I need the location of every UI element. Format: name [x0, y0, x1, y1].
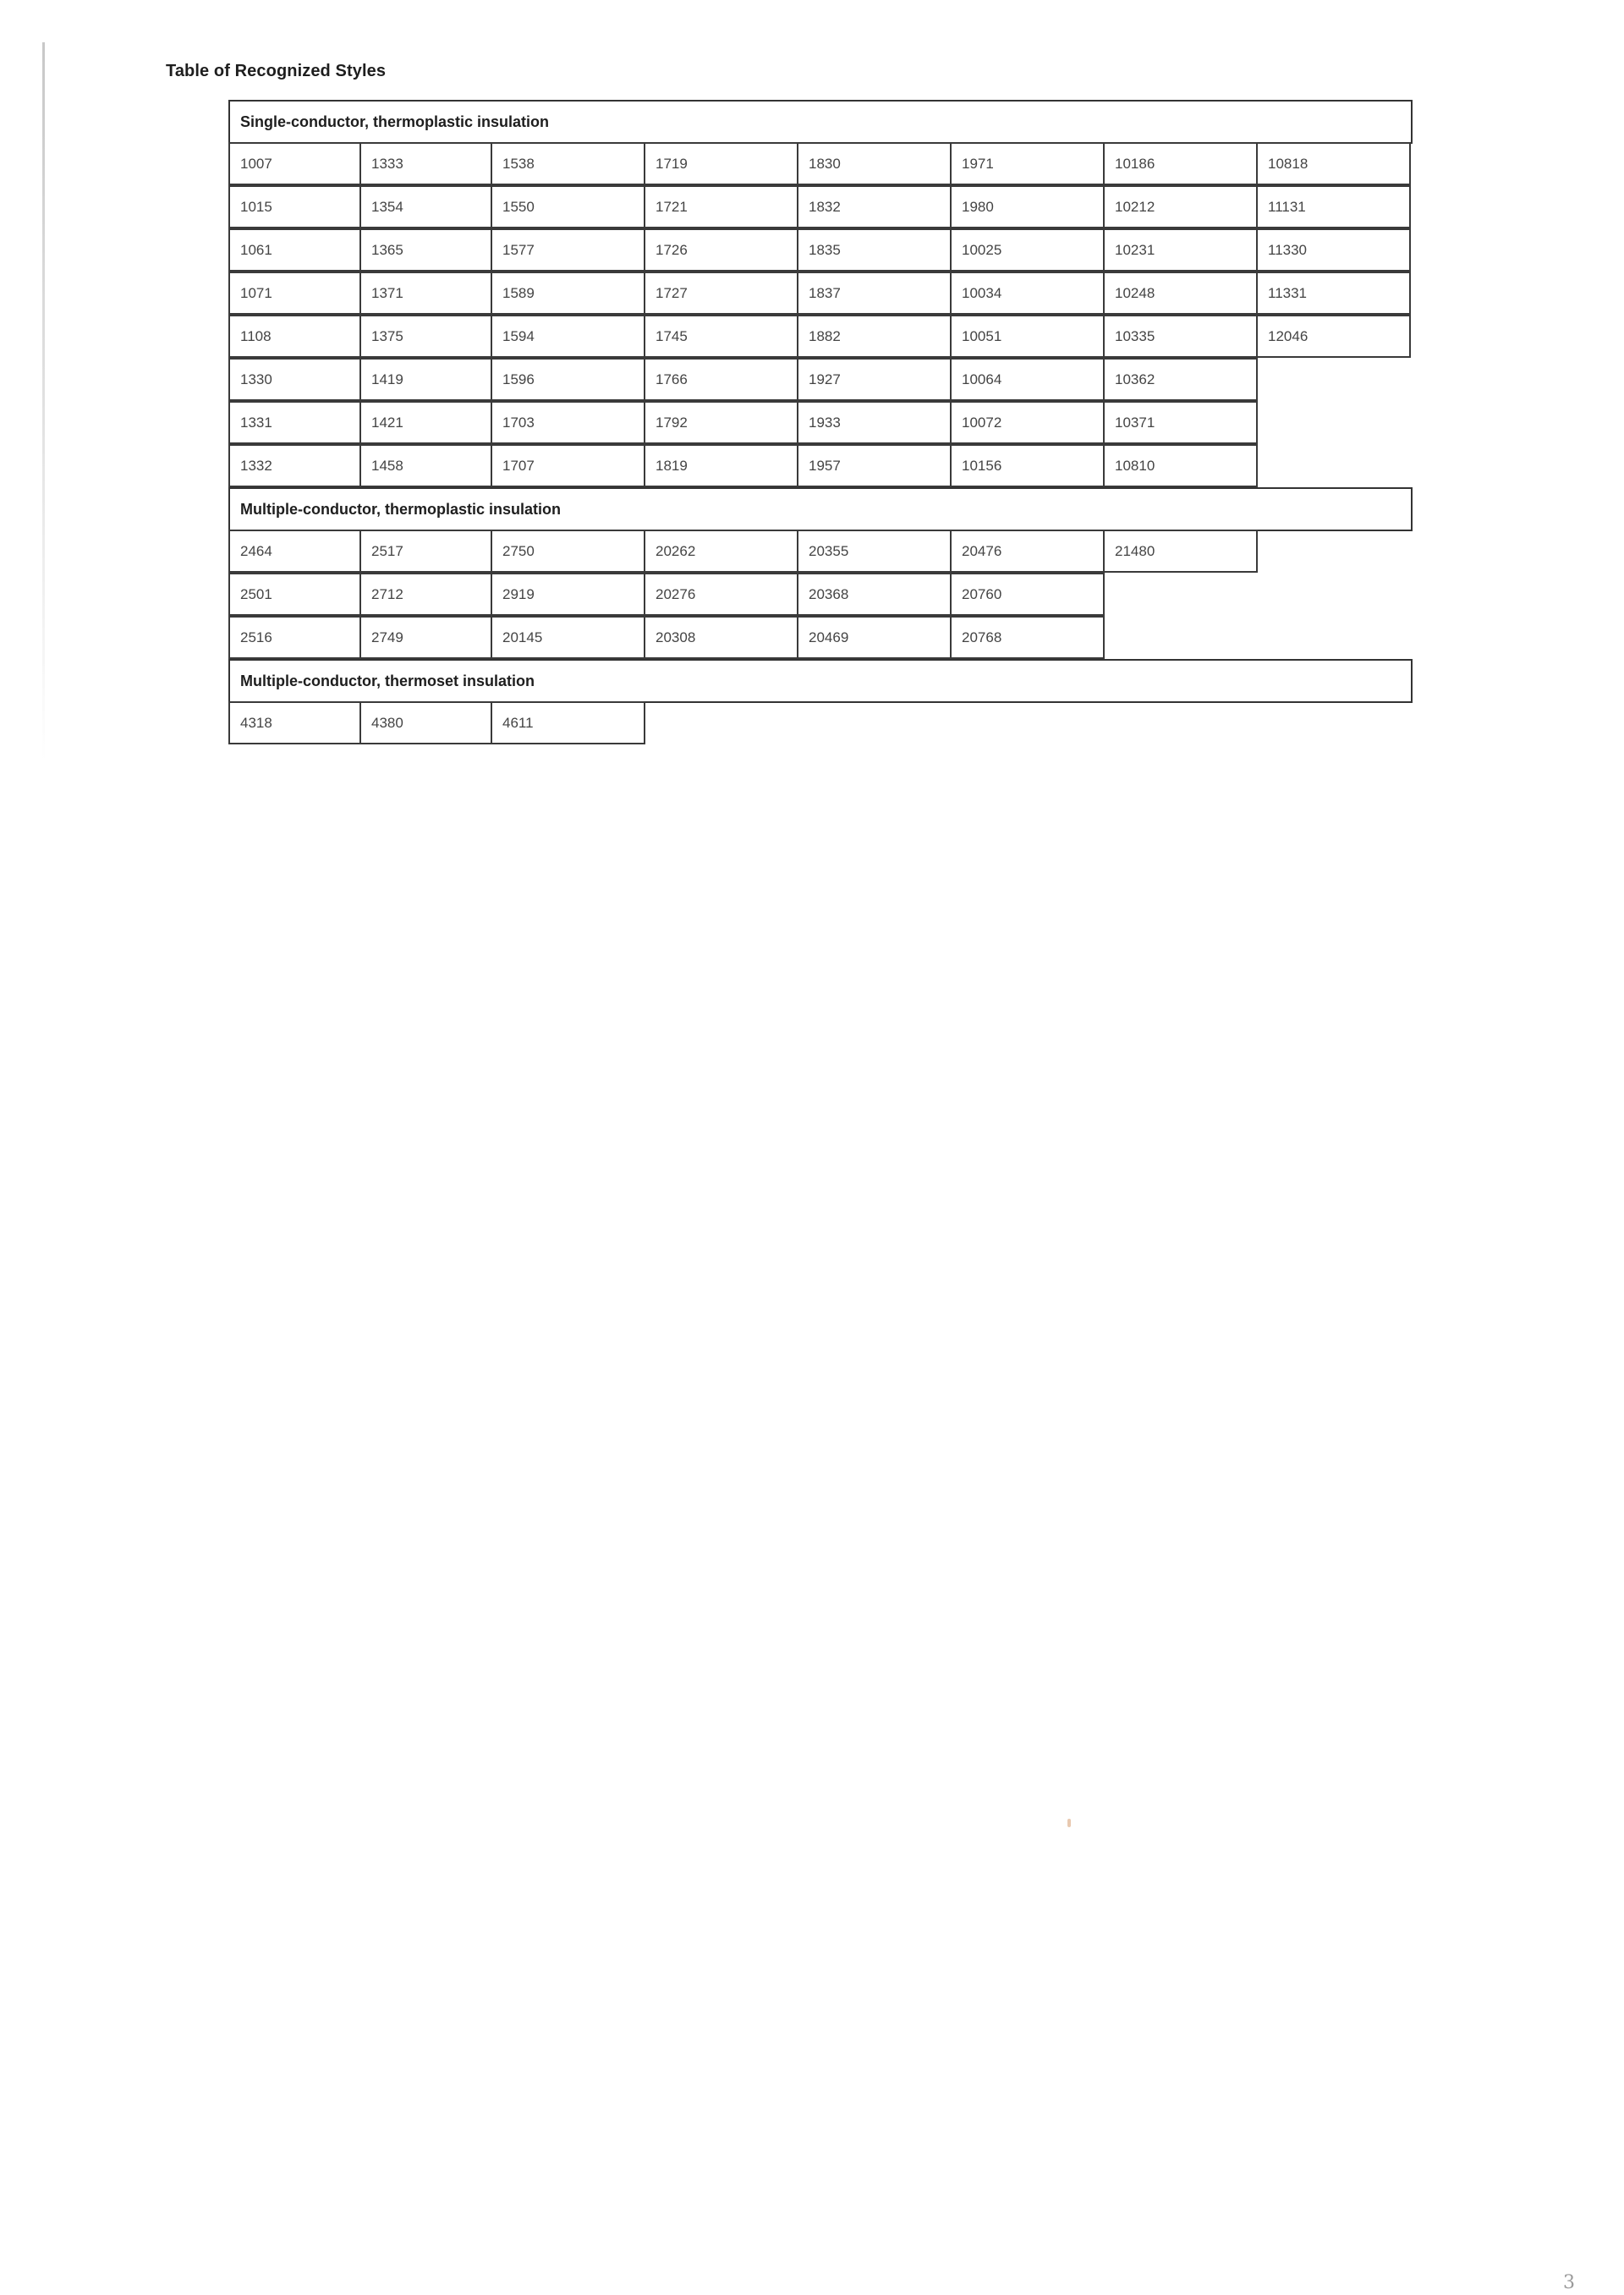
style-number-cell: 10818: [1256, 142, 1411, 185]
table-row: [228, 616, 1413, 659]
style-number-cell: 11331: [1256, 272, 1411, 315]
section-heading: Multiple-conductor, thermoplastic insulation: [228, 487, 1413, 531]
section-heading: Multiple-conductor, thermoset insulation: [228, 659, 1413, 703]
style-number-cell: 1365: [359, 228, 492, 272]
style-number-cell: 1957: [797, 444, 952, 487]
style-number-cell: 1933: [797, 401, 952, 444]
style-number-cell: 1061: [228, 228, 361, 272]
style-number-cell: 10212: [1103, 185, 1258, 228]
style-number-cell: 1596: [491, 358, 645, 401]
table-row: [228, 142, 1413, 185]
style-number-cell: 20355: [797, 530, 952, 573]
table-section: [228, 659, 1413, 744]
style-number-cell: 2919: [491, 573, 645, 616]
style-number-cell: 1726: [644, 228, 798, 272]
style-number-cell: 2749: [359, 616, 492, 659]
style-number-cell: 20469: [797, 616, 952, 659]
style-number-cell: 1830: [797, 142, 952, 185]
style-number-cell: 10051: [950, 315, 1105, 358]
style-number-cell: 1927: [797, 358, 952, 401]
style-number-cell: 11330: [1256, 228, 1411, 272]
table-row: [228, 701, 1413, 744]
style-number-cell: 1577: [491, 228, 645, 272]
style-number-cell: 10025: [950, 228, 1105, 272]
style-number-cell: 2516: [228, 616, 361, 659]
style-number-cell: 20476: [950, 530, 1105, 573]
style-number-cell: 1331: [228, 401, 361, 444]
style-number-cell: 11131: [1256, 185, 1411, 228]
style-number-cell: 1458: [359, 444, 492, 487]
style-number-cell: 1745: [644, 315, 798, 358]
style-number-cell: 1354: [359, 185, 492, 228]
table-row: [228, 573, 1413, 616]
style-number-cell: 10248: [1103, 272, 1258, 315]
section-heading: Single-conductor, thermoplastic insulation: [228, 100, 1413, 144]
style-number-cell: 10335: [1103, 315, 1258, 358]
style-number-cell: 1015: [228, 185, 361, 228]
style-number-cell: 1333: [359, 142, 492, 185]
style-number-cell: 1832: [797, 185, 952, 228]
document-title: Table of Recognized Styles: [166, 62, 387, 80]
style-number-cell: 10064: [950, 358, 1105, 401]
style-number-cell: 20768: [950, 616, 1105, 659]
style-number-cell: 1819: [644, 444, 798, 487]
style-number-cell: 10362: [1103, 358, 1258, 401]
page-mark: 3: [1563, 2272, 1575, 2293]
table-row: [228, 272, 1413, 315]
style-number-cell: 1371: [359, 272, 492, 315]
style-number-cell: 4611: [491, 701, 645, 744]
table-row: [228, 444, 1413, 487]
style-number-cell: 1971: [950, 142, 1105, 185]
style-number-cell: 10371: [1103, 401, 1258, 444]
style-number-cell: 2712: [359, 573, 492, 616]
style-number-cell: 1375: [359, 315, 492, 358]
table-section: [228, 487, 1413, 659]
table-section: [228, 100, 1413, 487]
style-number-cell: 10072: [950, 401, 1105, 444]
style-number-cell: 1108: [228, 315, 361, 358]
style-number-cell: 1980: [950, 185, 1105, 228]
style-number-cell: 10810: [1103, 444, 1258, 487]
style-number-cell: 20308: [644, 616, 798, 659]
style-number-cell: 1330: [228, 358, 361, 401]
style-number-cell: 1332: [228, 444, 361, 487]
style-number-cell: 10186: [1103, 142, 1258, 185]
style-number-cell: 1594: [491, 315, 645, 358]
style-number-cell: 1703: [491, 401, 645, 444]
style-number-cell: 1719: [644, 142, 798, 185]
style-number-cell: 1792: [644, 401, 798, 444]
style-number-cell: 1071: [228, 272, 361, 315]
style-number-cell: 1550: [491, 185, 645, 228]
style-number-cell: 2464: [228, 530, 361, 573]
table-row: [228, 315, 1413, 358]
style-number-cell: 20760: [950, 573, 1105, 616]
style-number-cell: 1538: [491, 142, 645, 185]
style-number-cell: 20368: [797, 573, 952, 616]
style-number-cell: 1007: [228, 142, 361, 185]
scan-speck: [1067, 1819, 1071, 1827]
style-number-cell: 10034: [950, 272, 1105, 315]
style-number-cell: 2501: [228, 573, 361, 616]
style-number-cell: 12046: [1256, 315, 1411, 358]
style-number-cell: 20276: [644, 573, 798, 616]
table-row: [228, 358, 1413, 401]
style-number-cell: 1707: [491, 444, 645, 487]
style-number-cell: 10156: [950, 444, 1105, 487]
style-number-cell: 1766: [644, 358, 798, 401]
style-number-cell: 1882: [797, 315, 952, 358]
style-number-cell: 1837: [797, 272, 952, 315]
style-number-cell: 20145: [491, 616, 645, 659]
table-row: [228, 228, 1413, 272]
style-number-cell: 21480: [1103, 530, 1258, 573]
style-number-cell: 1589: [491, 272, 645, 315]
style-number-cell: 4380: [359, 701, 492, 744]
table-row: [228, 530, 1413, 573]
style-number-cell: 10231: [1103, 228, 1258, 272]
style-number-cell: 20262: [644, 530, 798, 573]
style-number-cell: 1721: [644, 185, 798, 228]
style-number-cell: 1419: [359, 358, 492, 401]
style-number-cell: 4318: [228, 701, 361, 744]
table-row: [228, 185, 1413, 228]
style-number-cell: 1421: [359, 401, 492, 444]
recognized-styles-table: [228, 100, 1413, 744]
style-number-cell: 2517: [359, 530, 492, 573]
style-number-cell: 1835: [797, 228, 952, 272]
style-number-cell: 1727: [644, 272, 798, 315]
style-number-cell: 2750: [491, 530, 645, 573]
table-row: [228, 401, 1413, 444]
scan-edge-shadow: [42, 42, 45, 761]
